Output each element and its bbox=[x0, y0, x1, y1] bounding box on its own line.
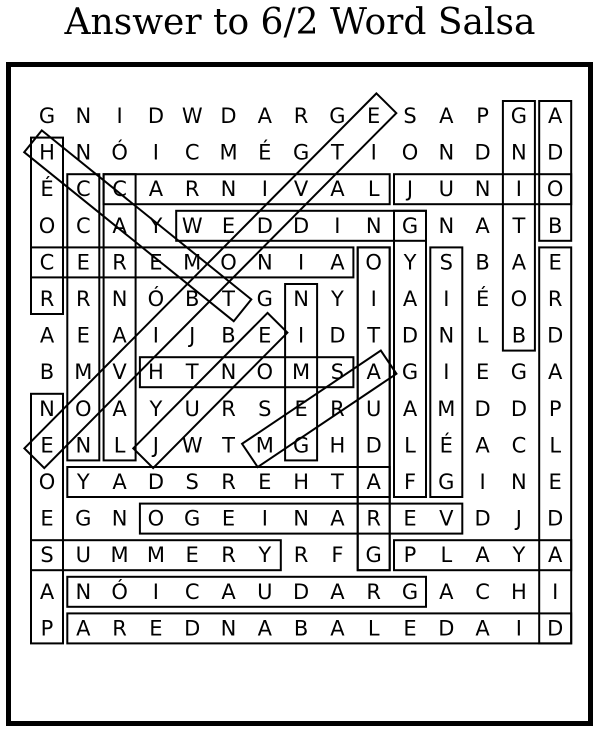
grid-letter: A bbox=[112, 323, 127, 348]
grid-letter: O bbox=[147, 506, 165, 531]
grid-letter: I bbox=[370, 140, 377, 165]
grid-letter: A bbox=[475, 543, 490, 568]
grid-letter: S bbox=[185, 470, 199, 494]
grid-letter: T bbox=[185, 360, 199, 385]
grid-letter: E bbox=[221, 506, 236, 531]
grid-letter: O bbox=[546, 177, 564, 202]
grid-letter: D bbox=[401, 323, 419, 348]
grid-letter: R bbox=[366, 506, 381, 531]
grid-letter: E bbox=[40, 506, 54, 531]
grid-letter: B bbox=[221, 323, 236, 348]
grid-letter: D bbox=[438, 616, 455, 641]
grid-letter: É bbox=[439, 433, 453, 458]
grid-letter: H bbox=[329, 433, 346, 458]
grid-letter: O bbox=[220, 250, 237, 275]
grid-letter: É bbox=[40, 177, 54, 202]
grid-letter: G bbox=[184, 506, 201, 531]
grid-letter: A bbox=[402, 287, 418, 311]
grid-letter: N bbox=[438, 213, 455, 238]
grid-letter: P bbox=[40, 616, 54, 641]
grid-letter: G bbox=[38, 104, 56, 128]
grid-letter: D bbox=[474, 396, 491, 421]
grid-letter: I bbox=[116, 104, 123, 128]
grid-letter: A bbox=[112, 213, 127, 238]
grid-letter: D bbox=[220, 104, 237, 128]
grid-letter: A bbox=[330, 506, 345, 531]
grid-letter: T bbox=[330, 470, 344, 494]
grid-letter: A bbox=[330, 616, 345, 641]
grid-letter: D bbox=[365, 433, 382, 458]
grid-letter: A bbox=[475, 213, 490, 238]
grid-letter: D bbox=[474, 506, 491, 531]
grid-letter: N bbox=[293, 506, 309, 531]
grid-letter: A bbox=[257, 104, 272, 128]
grid-letter: T bbox=[222, 433, 235, 458]
grid-letter: A bbox=[39, 579, 55, 604]
grid-letter: W bbox=[181, 433, 203, 458]
grid-letter: A bbox=[76, 616, 91, 641]
grid-letter: S bbox=[258, 396, 272, 421]
grid-letter: J bbox=[189, 323, 196, 348]
grid-letter: C bbox=[75, 177, 91, 202]
grid-letter: A bbox=[439, 579, 454, 604]
grid-letter: A bbox=[439, 104, 454, 128]
grid-letter: N bbox=[111, 287, 128, 311]
grid-letter: R bbox=[112, 616, 127, 641]
grid-letter: D bbox=[547, 616, 564, 641]
grid-letter: R bbox=[76, 287, 91, 311]
grid-letter: Y bbox=[403, 250, 417, 275]
grid-letter: M bbox=[110, 543, 129, 568]
grid-letter: N bbox=[220, 177, 237, 202]
grid-letter: B bbox=[547, 213, 563, 238]
grid-letter: G bbox=[510, 104, 528, 128]
grid-letter: M bbox=[292, 360, 311, 385]
grid-letter: D bbox=[293, 579, 310, 604]
found-word-box bbox=[140, 357, 354, 387]
grid-letter: B bbox=[293, 616, 309, 641]
grid-letter: I bbox=[297, 250, 305, 275]
grid-letter: I bbox=[370, 287, 377, 311]
grid-letter: L bbox=[367, 177, 380, 202]
grid-letter: A bbox=[221, 579, 236, 604]
grid-letter: I bbox=[152, 140, 160, 165]
grid-letter: E bbox=[149, 616, 163, 641]
grid-letter: R bbox=[39, 287, 55, 311]
grid-letter: N bbox=[438, 140, 455, 165]
grid-letter: A bbox=[366, 470, 381, 494]
grid-letter: A bbox=[511, 250, 527, 275]
grid-letter: T bbox=[330, 140, 344, 165]
grid-letter: I bbox=[297, 323, 305, 348]
grid-letter: G bbox=[75, 506, 92, 531]
grid-letter: D bbox=[147, 104, 164, 128]
grid-letter: E bbox=[548, 250, 562, 275]
grid-letter: Y bbox=[258, 543, 272, 568]
grid-letter: H bbox=[148, 360, 164, 385]
grid-letter: R bbox=[366, 579, 381, 604]
grid-letter: C bbox=[511, 433, 527, 458]
grid-letter: O bbox=[38, 470, 56, 494]
grid-letter: N bbox=[220, 360, 237, 385]
grid-letter: P bbox=[476, 104, 489, 128]
grid-letter: E bbox=[149, 250, 163, 275]
grid-letter: E bbox=[258, 323, 272, 348]
found-word-box bbox=[104, 174, 390, 204]
grid-letter: B bbox=[39, 360, 55, 385]
grid-letter: L bbox=[440, 543, 453, 568]
puzzle-title: Answer to 6/2 Word Salsa bbox=[64, 2, 536, 43]
grid-letter: N bbox=[365, 213, 382, 238]
grid-letter: E bbox=[221, 213, 236, 238]
grid-letter: N bbox=[438, 323, 455, 348]
grid-letter: O bbox=[510, 287, 528, 311]
grid-letter: N bbox=[511, 470, 527, 494]
grid-letter: V bbox=[112, 360, 127, 385]
grid-letter: D bbox=[329, 323, 346, 348]
grid-letter: Ó bbox=[111, 579, 128, 604]
grid-letter: I bbox=[552, 579, 559, 604]
grid-letter: H bbox=[293, 470, 309, 494]
grid-letter: G bbox=[438, 470, 455, 494]
grid-letter: U bbox=[438, 177, 454, 202]
grid-letter: I bbox=[515, 616, 523, 641]
grid-letter: W bbox=[181, 213, 203, 238]
grid-letter: N bbox=[111, 506, 128, 531]
grid-letter: S bbox=[403, 104, 417, 128]
grid-letter: T bbox=[222, 287, 235, 311]
grid-letter: D bbox=[547, 323, 564, 348]
grid-letter: N bbox=[75, 433, 92, 458]
grid-letter: I bbox=[479, 470, 486, 494]
grid-letter: N bbox=[75, 104, 92, 128]
grid-letter: B bbox=[511, 323, 527, 348]
grid-letter: T bbox=[367, 323, 381, 348]
grid-letter: G bbox=[401, 360, 419, 385]
grid-letter: I bbox=[152, 579, 160, 604]
grid-letter: T bbox=[512, 213, 526, 238]
grid-letter: N bbox=[293, 287, 309, 311]
grid-letter: R bbox=[221, 396, 236, 421]
grid-letter: É bbox=[475, 287, 490, 311]
grid-letter: Y bbox=[149, 396, 163, 421]
grid-letter: P bbox=[548, 396, 562, 421]
grid-letter: C bbox=[75, 213, 91, 238]
grid-letter: Y bbox=[76, 470, 90, 494]
grid-letter: H bbox=[39, 140, 55, 165]
grid-letter: L bbox=[549, 433, 562, 458]
grid-letter: L bbox=[476, 323, 489, 348]
grid-letter: N bbox=[256, 250, 273, 275]
grid-letter: C bbox=[39, 250, 55, 275]
grid-letter: D bbox=[293, 213, 310, 238]
grid-letter: U bbox=[75, 543, 91, 568]
grid-letter: R bbox=[547, 287, 563, 311]
grid-letter: N bbox=[474, 177, 491, 202]
grid-letter: O bbox=[365, 250, 382, 275]
grid-letter: F bbox=[331, 543, 344, 568]
grid-letter: N bbox=[220, 616, 237, 641]
grid-letter: I bbox=[261, 177, 268, 202]
grid-letter: G bbox=[329, 104, 346, 128]
grid-letter: U bbox=[257, 579, 273, 604]
found-word-box bbox=[67, 613, 571, 643]
grid-letter: B bbox=[475, 250, 490, 275]
grid-letter: M bbox=[74, 360, 93, 385]
grid-letter: A bbox=[330, 177, 345, 202]
grid-letter: A bbox=[39, 323, 55, 348]
grid-letter: A bbox=[548, 104, 563, 128]
grid-letter: E bbox=[40, 433, 54, 458]
grid-letter: F bbox=[403, 470, 417, 494]
grid-letter: C bbox=[112, 177, 127, 202]
grid-letter: I bbox=[152, 323, 160, 348]
grid-letter: A bbox=[112, 470, 127, 494]
grid-letter: E bbox=[185, 543, 199, 568]
grid-letter: A bbox=[148, 177, 164, 202]
grid-letter: A bbox=[475, 616, 490, 641]
grid-letter: U bbox=[184, 396, 200, 421]
grid-letter: E bbox=[403, 506, 417, 531]
grid-letter: G bbox=[292, 140, 310, 165]
grid-letter: N bbox=[75, 579, 92, 604]
grid-letter: I bbox=[515, 177, 523, 202]
grid-letter: I bbox=[443, 360, 450, 385]
grid-letter: N bbox=[75, 140, 92, 165]
grid-letter: M bbox=[437, 396, 456, 421]
grid-letter: E bbox=[475, 360, 490, 385]
grid-letter: M bbox=[146, 543, 165, 568]
grid-letter: I bbox=[334, 213, 341, 238]
grid-letter: O bbox=[256, 360, 274, 385]
grid-letter: C bbox=[184, 579, 200, 604]
grid-letter: E bbox=[367, 104, 381, 128]
grid-letter: Ó bbox=[147, 287, 165, 311]
grid-letter: R bbox=[221, 470, 236, 494]
grid-letter: H bbox=[511, 579, 527, 604]
grid-letter: E bbox=[403, 616, 417, 641]
grid-letter: N bbox=[39, 396, 55, 421]
grid-letter: R bbox=[293, 543, 309, 568]
grid-letter: G bbox=[401, 213, 419, 238]
grid-letter: E bbox=[294, 396, 308, 421]
grid-letter: M bbox=[255, 433, 274, 458]
grid-letter: S bbox=[330, 360, 345, 385]
grid-letter: Y bbox=[330, 287, 344, 311]
grid-letter: G bbox=[401, 579, 419, 604]
grid-letter: D bbox=[147, 470, 164, 494]
grid-letter: I bbox=[443, 287, 450, 311]
grid-letter: M bbox=[219, 140, 238, 165]
grid-letter: D bbox=[256, 213, 273, 238]
grid-letter: J bbox=[152, 433, 160, 458]
grid-letter: A bbox=[366, 360, 381, 385]
grid-letter: A bbox=[257, 616, 272, 641]
grid-letter: E bbox=[76, 250, 90, 275]
grid-letter: A bbox=[548, 543, 563, 568]
grid-letter: U bbox=[366, 396, 382, 421]
grid-letter: R bbox=[221, 543, 236, 568]
grid-letter: Ó bbox=[111, 140, 128, 165]
grid-letter: E bbox=[548, 470, 562, 494]
grid-letter: D bbox=[184, 616, 201, 641]
grid-letter: O bbox=[75, 396, 92, 421]
grid-letter: E bbox=[258, 470, 272, 494]
grid-letter: L bbox=[113, 433, 126, 458]
grid-letter: D bbox=[547, 140, 564, 165]
grid-letter: V bbox=[293, 177, 309, 202]
grid-letter: N bbox=[511, 140, 527, 165]
grid-letter: D bbox=[510, 396, 527, 421]
grid-letter: A bbox=[112, 396, 127, 421]
grid-letter: V bbox=[439, 506, 454, 531]
grid-letter: D bbox=[547, 506, 564, 531]
grid-letter: G bbox=[510, 360, 528, 385]
grid-letter: A bbox=[548, 360, 563, 385]
grid-letter: S bbox=[40, 543, 54, 568]
grid-letter: J bbox=[515, 506, 523, 531]
grid-letter: C bbox=[184, 140, 200, 165]
grid-letter: Y bbox=[512, 543, 526, 568]
grid-letter: G bbox=[292, 433, 310, 458]
grid-letter: A bbox=[475, 433, 490, 458]
grid-letter: R bbox=[184, 177, 200, 202]
grid-letter: O bbox=[38, 213, 56, 238]
grid-letter: É bbox=[258, 140, 272, 165]
grid-letter: P bbox=[403, 543, 417, 568]
grid-letter: L bbox=[404, 433, 416, 458]
grid-letter: A bbox=[402, 396, 418, 421]
grid-letter: C bbox=[475, 579, 490, 604]
grid-letter: S bbox=[439, 250, 453, 275]
grid-letter: B bbox=[184, 287, 200, 311]
grid-letter: R bbox=[330, 396, 345, 421]
grid-letter: A bbox=[330, 579, 345, 604]
grid-letter: W bbox=[181, 104, 203, 128]
grid-letter: L bbox=[367, 616, 380, 641]
grid-letter: Y bbox=[149, 213, 163, 238]
grid-letter: J bbox=[406, 177, 414, 202]
grid-letter: R bbox=[293, 104, 309, 128]
grid-letter: M bbox=[183, 250, 202, 275]
grid-letter: O bbox=[401, 140, 419, 165]
grid-letter: I bbox=[261, 506, 268, 531]
grid-letter: D bbox=[474, 140, 491, 165]
grid-letter: E bbox=[76, 323, 90, 348]
grid-letter: A bbox=[330, 250, 345, 275]
grid-letter: R bbox=[112, 250, 127, 275]
grid-letter: G bbox=[256, 287, 273, 311]
grid-letter: G bbox=[365, 543, 382, 568]
